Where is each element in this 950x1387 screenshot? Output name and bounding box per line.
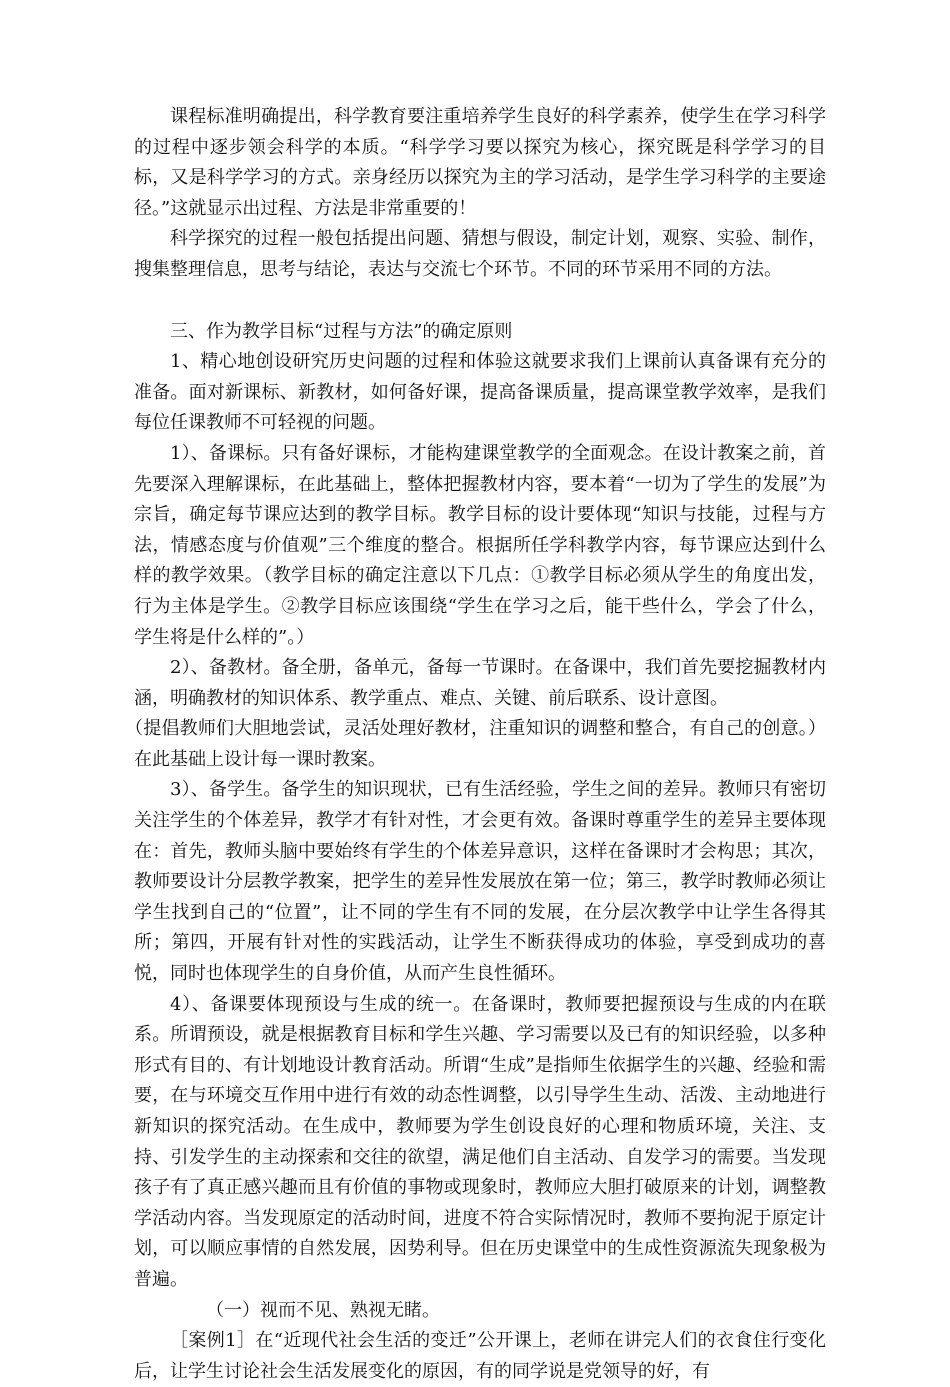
- blank-line: [134, 286, 826, 317]
- paragraph-inquiry-process: 科学探究的过程一般包括提出问题、猜想与假设，制定计划，观察、实验、制作，搜集整理信息，思考与结论，表达与交流七个环节。不同的环节采用不同的方法。: [134, 228, 826, 280]
- paragraph-prepare-students: 3）、备学生。备学生的知识现状，已有生活经验，学生之间的差异。教师只有密切关注学生的个体差异，教学才有针对性，才会更有效。备课时尊重学生的差异主要体现在：首先，教师头脑中要始终有学生的个体差异意识，这样在备课时才会构思；其次，教师要设计分层教学教案，把学生的差异性发展放在第一位；第三，教学时教师必须让学生找到自己的“位置”，让不同的学生有不同的发展，在分层次教学中让学生各得其所；第四，开展有针对性的实践活动，让学生不断获得成功的体验，享受到成功的喜悦，同时也体现学生的自身价值，从而产生良性循环。: [134, 779, 826, 985]
- paragraph-item-1: 1、精心地创设研究历史问题的过程和体验这就要求我们上课前认真备课有充分的准备。面对新课标、新教材，如何备好课，提高备课质量，提高课堂教学效率，是我们每位任课教师不可轻视的问题。: [134, 351, 826, 434]
- paragraph-case-1: ［案例1］在“近现代社会生活的变迁”公开课上，老师在讲完人们的衣食住行变化后，让学生讨论社会生活发展变化的原因，有的同学说是党领导的好，有: [134, 1330, 826, 1382]
- document-page: [125, 102, 826, 1387]
- paragraph-curriculum-standard: 课程标准明确提出，科学教育要注重培养学生良好的科学素养，使学生在学习科学的过程中逐步领会科学的本质。“科学学习要以探究为核心，探究既是科学学习的目标，又是科学学习的方式。亲身经历以探究为主的学习活动，是学生学习科学的主要途径。”这就显示出过程、方法是非常重要的！: [134, 106, 826, 219]
- paragraph-preset-generation: 4）、备课要体现预设与生成的统一。在备课时，教师要把握预设与生成的内在联系。所谓预设，就是根据教育目标和学生兴趣、学习需要以及已有的知识经验，以多种形式有目的、有计划地设计教育活动。所谓“生成”是指师生依据学生的兴趣、经验和需要，在与环境交互作用中进行有效的动态性调整，以引导学生生动、活泼、主动地进行新知识的探究活动。在生成中，教师要为学生创设良好的心理和物质环境，关注、支持、引发学生的主动探索和交往的欲望，满足他们自主活动、自发学习的需要。当发现孩子有了真正感兴趣而且有价值的事物或现象时，教师应大胆打破原来的计划，调整教学活动内容。当发现原定的活动时间，进度不符合实际情况时，教师不要拘泥于原定计划，可以顺应事情的自然发展，因势利导。但在历史课堂中的生成性资源流失现象极为普遍。: [134, 993, 826, 1290]
- subheading-ignore: （一）视而不见、熟视无睹。: [206, 1299, 440, 1321]
- paragraph-prepare-standards: 1）、备课标。只有备好课标，才能构建课堂教学的全面观念。在设计教案之前，首先要深入理解课标，在此基础上，整体把握教材内容，要本着“一切为了学生的发展”为宗旨，确定每节课应达到的教学目标。教学目标的设计要体现“知识与技能，过程与方法，情感态度与价值观”三个维度的整合。根据所任学科教学内容，每节课应达到什么样的教学效果。（教学目标的确定注意以下几点：①教学目标必须从学生的角度出发，行为主体是学生。②教学目标应该围绕“学生在学习之后，能干些什么，学会了什么，学生将是什么样的”。）: [134, 442, 826, 648]
- section-heading-principles: 三、作为教学目标“过程与方法”的确定原则: [170, 320, 513, 342]
- paragraph-prepare-textbook: 2）、备教材。备全册，备单元，备每一节课时。在备课中，我们首先要挖掘教材内涵，明确教材的知识体系、教学重点、难点、关键、前后联系、设计意图。: [134, 657, 826, 709]
- paragraph-prepare-textbook-note: （提倡教师们大胆地尝试，灵活处理好教材，注重知识的调整和整合，有自己的创意。）在此基础上设计每一课时教案。: [125, 718, 826, 770]
